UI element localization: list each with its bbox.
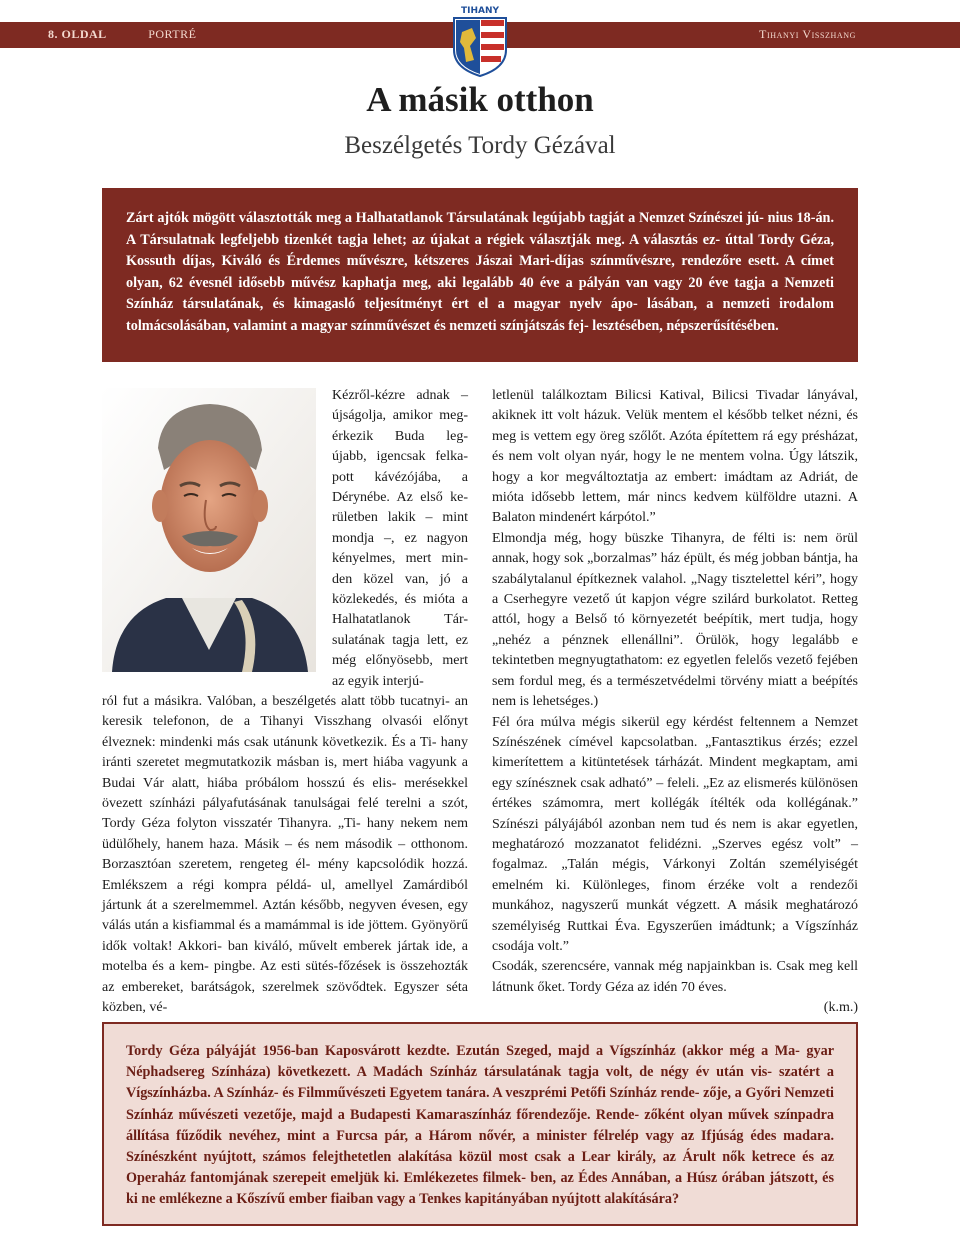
right-paragraph-3: Fél óra múlva mégis sikerül egy kérdést feltennem a Nemzet Színészének címével kapcsolatban. „Fantasztikus érzés; ezzel kimerítettem a kitüntetések tárházát. Mindent megkaptam, ami egy színésznek csak adható” – feleli. „Ez az elismerés különösen értékes számomra, mert kollégák ítélték oda kollégának.” Színészi pályájából azonban nem tud és nem is akar egyetlen, meghatározó mozzanatot felidézni. „Szerves egész volt” – fogalmaz. „Talán mégis, Várkonyi Zoltán személyiségét emelném ki. Különleges, finom érzéke volt a rendezői munkához, nagyszerű munkát végzett. A másik meghatározó személyiség Ruttkai Éva. Egyszerűen imádtunk; a Vígszínház csodája volt.” [492, 714, 858, 954]
publication-name: Tihanyi Visszhang [759, 27, 856, 41]
article-title: A másik otthon [366, 80, 594, 119]
right-paragraph-2: Elmondja még, hogy büszke Tihanyra, de félti is: nem örül annak, hogy sok „borzalmas” ház épült, és még jobban bántja, ha szabálytalanul építkeznek valahol. „Nagy tisztelettel kéri”, hogy a Cserhegyre vezető út kapjon végre szilárd burkolatot. Retteg attól, hogy a Belső tó környezetét beépítik, mert tudja, hogy „nehéz a pénznek ellenállni”. Örülök, hogy legalább e tekintetben megnyugtathatom: ez egyetlen felelős vezető fejében sem fordul meg, és a természetvédelmi törvény miatt a beépítés nem is lehetséges.) [492, 530, 858, 710]
wrap-paragraph: Kézről-kézre adnak – újságolja, amikor meg- érkezik Buda leg- újabb, igencsak felka- pott kávézójába, a Dérynébe. Az első ke- rületben lakik – mint mondja –, ez nagyon kényelmes, mert min- den közel van, jó a közlekedés, és mióta a Halhatatlanok Tár- sulatának tagja lett, ez még előnyösebb, mert az egyik interjú- [332, 388, 468, 689]
right-paragraph-1: letlenül találkoztam Bilicsi Katival, Bilicsi Tivadar lányával, akiknek itt volt házuk. Velük mentem el később telket nézni, és meg is vettem egy öreg szőlőt. Azóta építettem rá egy présházat, és nem volt olyan nyár, hogy le ne mentem volna. Úgy látszik, hogy a kor megváltoztatja az embert: imádtam az Adriát, de mióta idősebb lettem, már nincs kedvem külföldre utazni. A Balaton mindenért kárpótol.” [492, 388, 858, 526]
wrap-text [332, 386, 468, 692]
header-section [48, 27, 196, 42]
portrait-photo [102, 388, 316, 672]
left-column [102, 692, 468, 1019]
left-paragraph: ról fut a másikra. Valóban, a beszélgetés alatt több tucatnyi- an keresik telefonon, de a Tihanyi Visszhang olvasói előnyt élveznek: mindenki más csak utánunk következik. És a Ti- hany iránti szeretet megmutatkozik másban is, mert hiába vagyunk a Budai Vár alatt, hiába próbálom hosszú és elis- merésekkel övezett színházi pályafutásának tanulságai felé terelni a szót, Tordy Géza folyton visszatér Tihanyra. „Ti- hany nekem nem üdülőhely, hanem haza. Másik – és nem második – otthonom. Borzasztóan szeretem, rengeteg él- mény kapcsolódik hozzá. Emlékszem a régi kompra példá- ul, amellyel Zamárdiból jártunk át a szerelmemmel. Aztán később, negyven évesen, egy válás után a kisfiammal és a mamámmal is ide jöttem. Gyönyörű idők voltak! Akkori- ban kiváló, művelt emberek jártak ide, a motelba és a kem- pingbe. Az esti sütés-főzések is összehozták az embereket, barátságok, szerelmek szövődtek. Egyszer séta közben, vé- [102, 694, 468, 1016]
bio-box [102, 1022, 858, 1226]
article-subtitle: Beszélgetés Tordy Gézával [344, 132, 616, 159]
lead-paragraph: Zárt ajtók mögött választották meg a Halhatatlanok Társulatának legújabb tagját a Nemzet Színészei jú- nius 18-án. A Társulatnak legfeljebb tizenkét tagja lehet; az újakat a régiek választják meg. A választás ez- úttal Tordy Géza, Kossuth díjas, Kiváló és Érdemes művészre, kétszeres Jászai Mari-díjas színművészre, rendezőre esett. A címet olyan, 62 évesnél idősebb művész kaphatja meg, aki legalább 40 éve a pályán van vagy 20 éve tagja a Nemzeti Színház társulatának, és kimagasló teljesítményt ért el a magyar nyelv ápo- lásában, a nemzeti irodalom tolmácsolásában, valamint a magyar színművészet és nemzeti színjátszás fej- lesztésében, népszerűsítésében. [126, 210, 834, 334]
crest-label: TIHANY [460, 6, 500, 16]
page-number: 8. OLDAL [48, 27, 107, 41]
right-column [492, 386, 858, 1019]
bio-paragraph: Tordy Géza pályáját 1956-ban Kaposvárott kezdte. Ezután Szeged, majd a Vígszínház (akkor még a Ma- gyar Néphadsereg Színháza) következett. A Madách Színház társulatának tagja volt, de négy év után vis- szatért a Vígszínházba. A Színház- és Filmművészeti Egyetem tanára. A veszprémi Petőfi Színház rende- zője, a Győri Nemzeti Színház művészeti vezetője, majd a Budapesti Kamaraszínház főrendezője. Rende- zőként olyan művek színpadra állítása fűződik nevéhez, mint a Furcsa pár, a Három nővér, a minister félrelép vagy az Ifjúság édes madara. Színészként nyújtott, számos felejthetetlen alakítása közül most csak a Lear király, az Árult nők ketrece és az Operaház fantomjának szerepeit emeljük ki. Emlékezetes filmek- ben, az Édes Annában, a Húsz órában játszott, és ki ne emlékezne a Kőszívű ember fiaiban vagy a Tenkes kapitányában nyújtott alakítására? [126, 1043, 834, 1208]
section-label: PORTRÉ [148, 27, 197, 41]
author-signature: (k.m.) [823, 1000, 858, 1016]
lead-box [102, 188, 858, 362]
tihany-crest-icon [450, 2, 510, 78]
right-paragraph-4: Csodák, szerencsére, vannak még napjainkban is. Csak meg kell látnunk őket. Tordy Géza az idén 70 éves. [492, 959, 858, 995]
